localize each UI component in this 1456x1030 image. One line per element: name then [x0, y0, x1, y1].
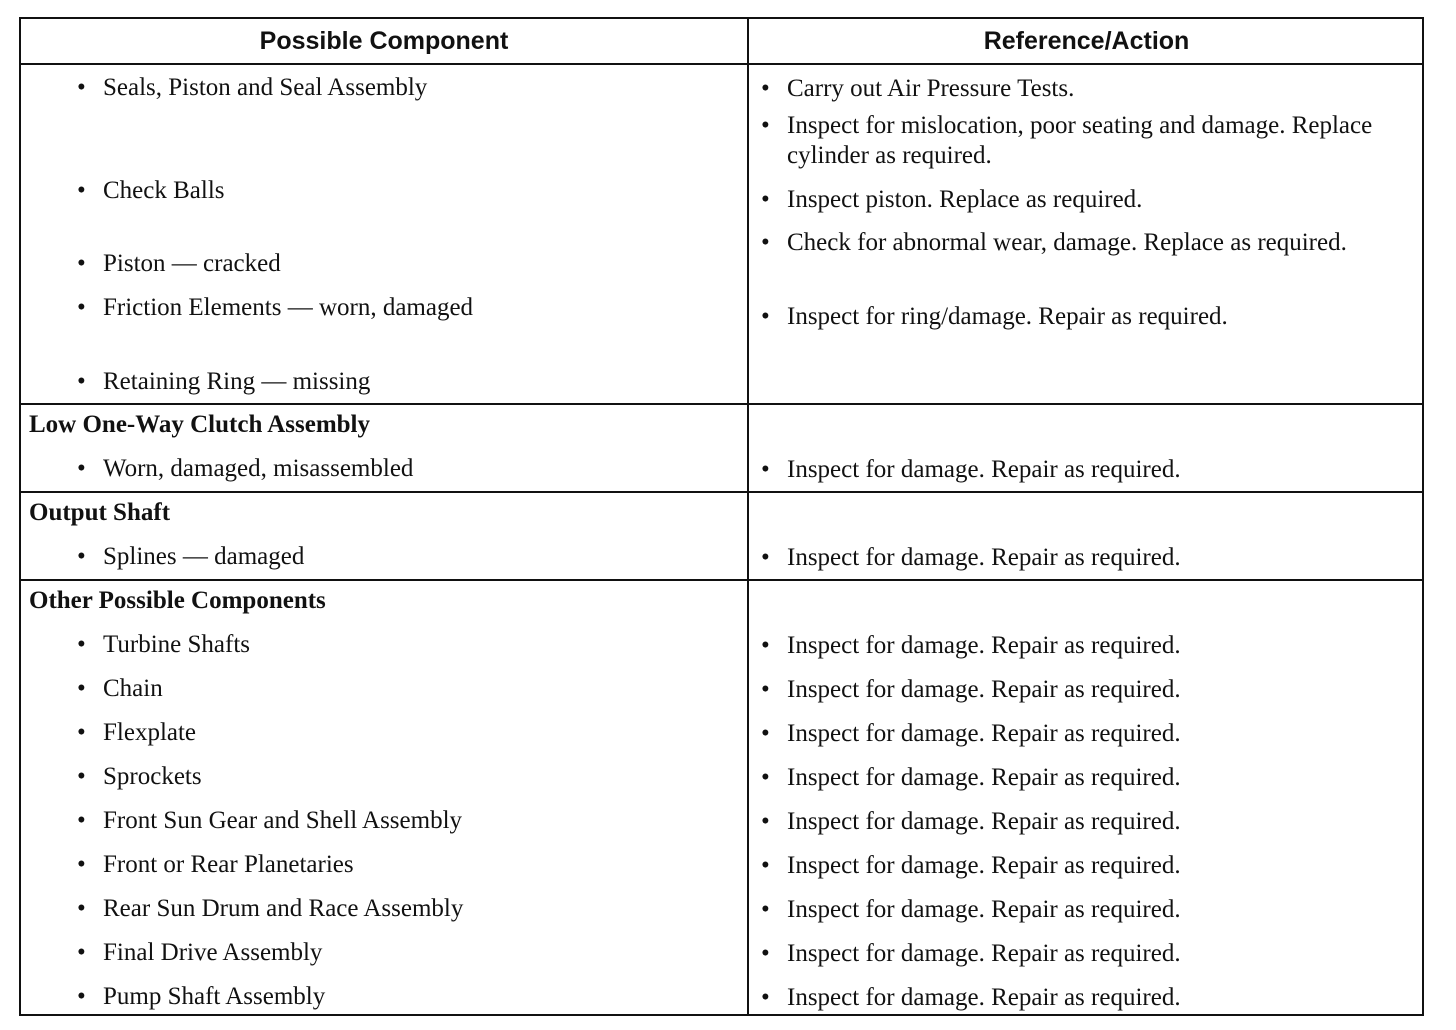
list-item: • Carry out Air Pressure Tests.: [761, 75, 1075, 102]
bullet-icon: •: [77, 294, 86, 321]
list-item: • Final Drive Assembly: [77, 939, 323, 966]
group-title: Other Possible Components: [29, 587, 326, 614]
bullet-icon: •: [761, 75, 770, 102]
list-item: • Inspect for damage. Repair as required.: [761, 808, 1181, 835]
bullet-icon: •: [761, 984, 770, 1011]
group-title: Output Shaft: [29, 499, 171, 526]
list-item: • Piston — cracked: [77, 250, 281, 277]
list-item: • Inspect for ring/damage. Repair as required.: [761, 303, 1228, 330]
list-item: • Front Sun Gear and Shell Assembly: [77, 807, 463, 834]
bullet-icon: •: [761, 940, 770, 967]
bullet-icon: •: [77, 177, 86, 204]
list-item: • Inspect for damage. Repair as required.: [761, 896, 1181, 923]
list-item: • Inspect for damage. Repair as required.: [761, 940, 1181, 967]
bullet-icon: •: [761, 229, 770, 256]
list-item: • Sprockets: [77, 763, 202, 790]
list-item: • Check Balls: [77, 177, 225, 204]
list-item: • Chain: [77, 675, 163, 702]
bullet-icon: •: [761, 632, 770, 659]
list-item: • Inspect for mislocation, poor seating and damage. Replace cylinder as required.: [761, 112, 1373, 169]
list-item: • Inspect for damage. Repair as required.: [761, 544, 1181, 571]
bullet-icon: •: [761, 720, 770, 747]
list-item: • Flexplate: [77, 719, 197, 746]
bullet-icon: •: [761, 896, 770, 923]
list-item: • Turbine Shafts: [77, 631, 251, 658]
bullet-icon: •: [77, 763, 86, 790]
bullet-icon: •: [77, 631, 86, 658]
section-output-shaft: [21, 491, 1422, 579]
bullet-icon: •: [761, 676, 770, 703]
bullet-icon: •: [77, 939, 86, 966]
bullet-icon: •: [77, 895, 86, 922]
bullet-icon: •: [77, 74, 86, 101]
bullet-icon: •: [77, 851, 86, 878]
list-item: • Inspect for damage. Repair as required.: [761, 632, 1181, 659]
list-item: • Inspect for damage. Repair as required.: [761, 852, 1181, 879]
bullet-icon: •: [77, 250, 86, 277]
bullet-icon: •: [77, 675, 86, 702]
bullet-icon: •: [77, 368, 86, 395]
list-item: • Rear Sun Drum and Race Assembly: [77, 895, 464, 922]
group-title: Low One-Way Clutch Assembly: [29, 411, 371, 438]
list-item: • Friction Elements — worn, damaged: [77, 294, 474, 321]
list-item: • Splines — damaged: [77, 543, 305, 570]
bullet-icon: •: [77, 807, 86, 834]
bullet-icon: •: [761, 456, 770, 483]
list-item: • Inspect for damage. Repair as required.: [761, 676, 1181, 703]
list-item: • Inspect for damage. Repair as required.: [761, 984, 1181, 1011]
list-item: • Check for abnormal wear, damage. Replace as required.: [761, 229, 1347, 256]
list-item: • Inspect piston. Replace as required.: [761, 186, 1143, 213]
bullet-icon: •: [761, 852, 770, 879]
list-item: • Inspect for damage. Repair as required.: [761, 720, 1181, 747]
list-item: • Worn, damaged, misassembled: [77, 455, 414, 482]
table-header: [21, 19, 1422, 63]
bullet-icon: •: [77, 983, 86, 1010]
list-item: • Seals, Piston and Seal Assembly: [77, 74, 428, 101]
section-seals-piston: [21, 63, 1422, 403]
list-item: • Inspect for damage. Repair as required.: [761, 764, 1181, 791]
header-reference-action: Reference/Action: [983, 27, 1190, 55]
list-item: • Front or Rear Planetaries: [77, 851, 354, 878]
bullet-icon: •: [77, 719, 86, 746]
section-other-components: [21, 579, 1422, 1014]
header-possible-component: Possible Component: [259, 27, 509, 55]
bullet-icon: •: [761, 186, 770, 213]
list-item: • Inspect for damage. Repair as required.: [761, 456, 1181, 483]
bullet-icon: •: [761, 303, 770, 330]
diagnosis-table: [19, 17, 1424, 1016]
bullet-icon: •: [77, 455, 86, 482]
bullet-icon: •: [761, 544, 770, 571]
bullet-icon: •: [761, 112, 770, 139]
section-low-one-way-clutch: [21, 403, 1422, 491]
bullet-icon: •: [77, 543, 86, 570]
list-item: • Retaining Ring — missing: [77, 368, 371, 395]
list-item: • Pump Shaft Assembly: [77, 983, 326, 1010]
bullet-icon: •: [761, 764, 770, 791]
bullet-icon: •: [761, 808, 770, 835]
